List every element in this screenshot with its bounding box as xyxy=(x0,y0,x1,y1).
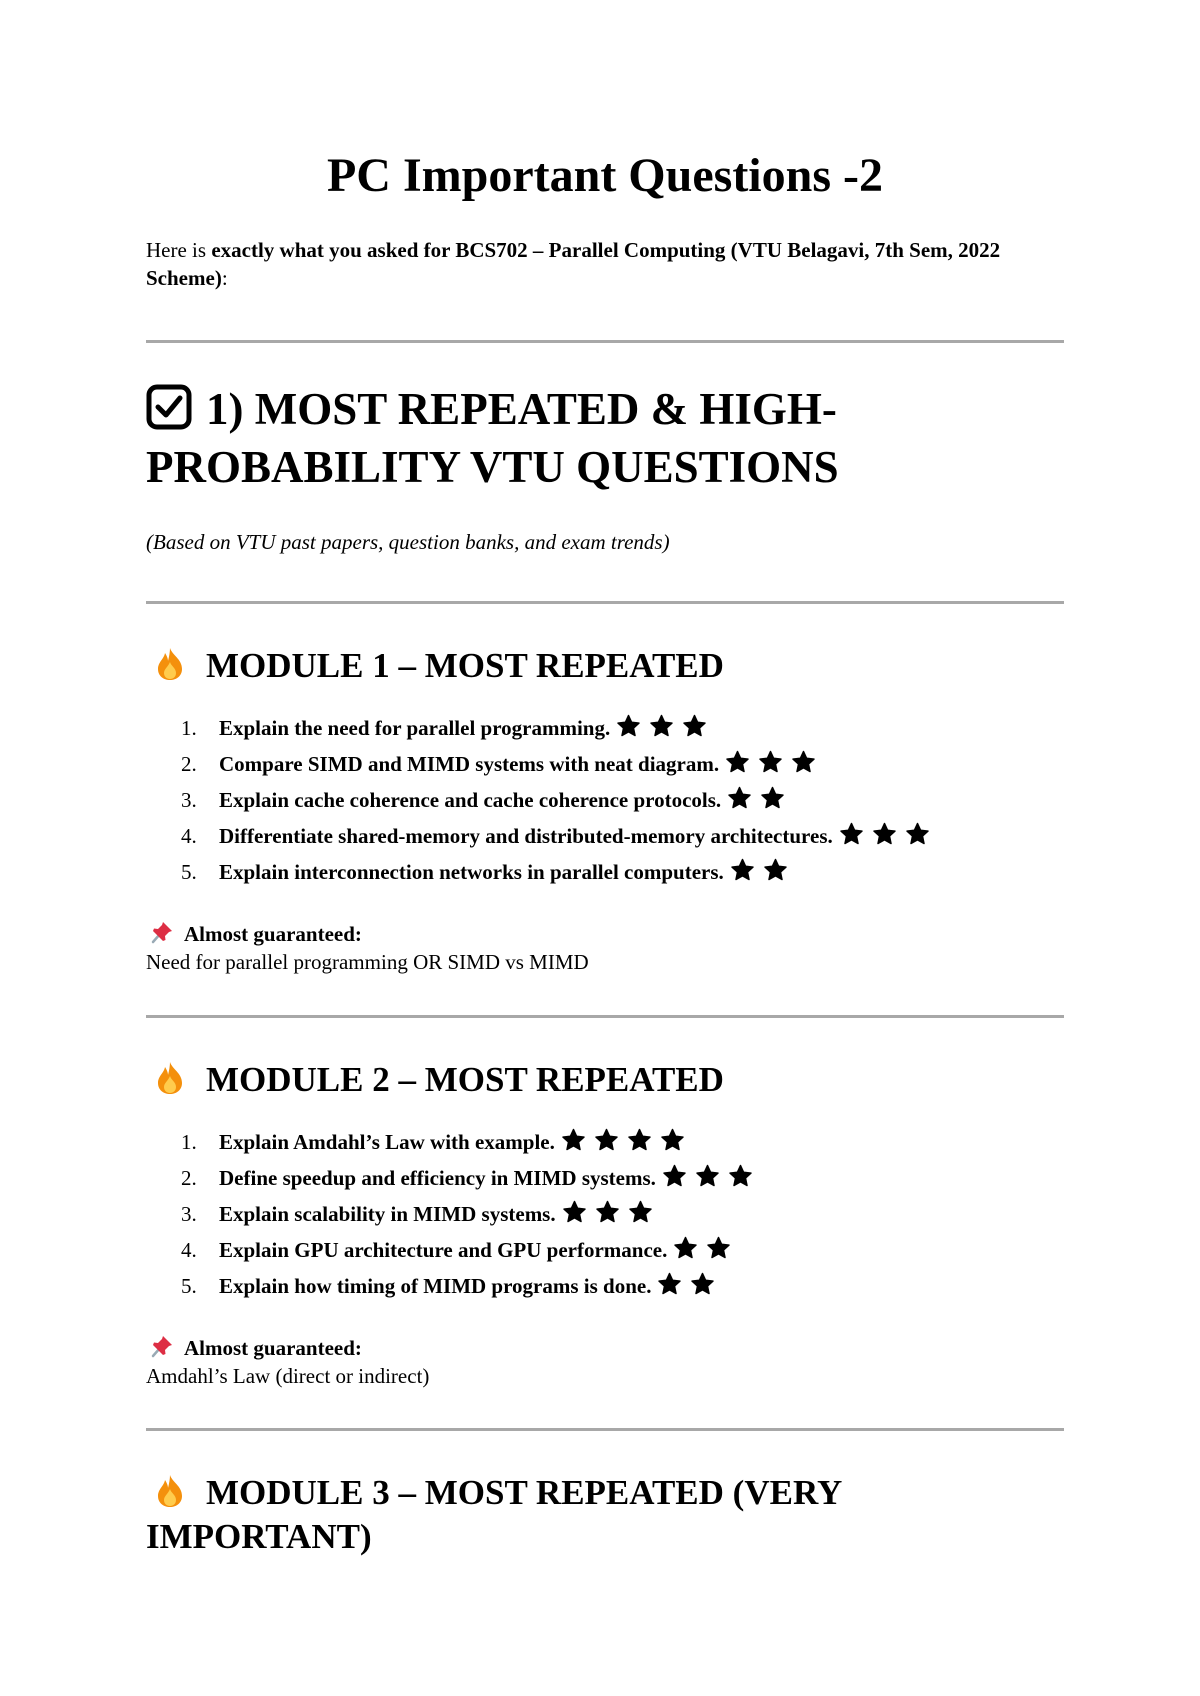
star-icon xyxy=(562,1200,587,1224)
question-item xyxy=(146,712,1064,748)
question-number: 4. xyxy=(181,1238,197,1262)
star-icon xyxy=(695,1164,720,1188)
divider xyxy=(146,1428,1064,1431)
question-text: Explain GPU architecture and GPU performance. xyxy=(219,1238,668,1262)
star-icon xyxy=(763,858,788,882)
star-rating xyxy=(730,858,796,892)
divider xyxy=(146,340,1064,343)
module-2 xyxy=(146,1058,1064,1390)
divider xyxy=(146,601,1064,604)
document-title: PC Important Questions -2 xyxy=(326,149,883,202)
question-item xyxy=(146,1126,1064,1162)
question-text: Explain the need for parallel programming. xyxy=(219,716,611,740)
fire-icon xyxy=(156,647,184,681)
star-icon xyxy=(595,1200,620,1224)
guaranteed-value: Need for parallel programming OR SIMD vs MIMD xyxy=(146,950,589,974)
star-icon xyxy=(728,1164,753,1188)
section-heading xyxy=(146,380,1064,496)
star-rating xyxy=(725,750,824,784)
star-icon xyxy=(673,1236,698,1260)
star-icon xyxy=(760,786,785,810)
question-number: 1. xyxy=(181,1130,197,1154)
question-list xyxy=(146,1126,1064,1306)
star-icon xyxy=(730,858,755,882)
star-rating xyxy=(657,1272,723,1306)
intro-paragraph xyxy=(146,236,1064,292)
question-number: 3. xyxy=(181,788,197,812)
fire-icon xyxy=(156,1061,184,1095)
intro-course: exactly what you asked for BCS702 – Parallel Computing (VTU Belagavi, 7th Sem, 2022 Scheme) xyxy=(146,238,1001,290)
question-number: 2. xyxy=(181,1166,197,1190)
star-icon xyxy=(649,714,674,738)
star-icon xyxy=(690,1272,715,1296)
question-text: Explain scalability in MIMD systems. xyxy=(219,1202,556,1226)
intro-prefix: Here is xyxy=(146,238,212,262)
section-heading-text: 1) MOST REPEATED & HIGH-PROBABILITY VTU QUESTIONS xyxy=(146,384,839,492)
star-icon xyxy=(727,786,752,810)
intro-suffix: : xyxy=(221,266,228,290)
star-rating xyxy=(727,786,793,820)
star-rating xyxy=(839,822,938,856)
checkbox-icon xyxy=(146,384,192,430)
question-item xyxy=(146,1198,1064,1234)
star-icon xyxy=(706,1236,731,1260)
star-icon xyxy=(682,714,707,738)
module-title-text: MODULE 2 – MOST REPEATED xyxy=(206,1060,724,1099)
star-icon xyxy=(758,750,783,774)
star-rating xyxy=(562,1200,661,1234)
guaranteed-label: Almost guaranteed: xyxy=(184,922,362,946)
module-title-text: MODULE 3 – MOST REPEATED (VERY IMPORTANT) xyxy=(146,1473,841,1556)
question-item xyxy=(146,1270,1064,1306)
question-number: 2. xyxy=(181,752,197,776)
star-icon xyxy=(628,1200,653,1224)
star-rating xyxy=(616,714,715,748)
star-icon xyxy=(594,1128,619,1152)
question-text: Explain cache coherence and cache coherence protocols. xyxy=(219,788,722,812)
guaranteed-note xyxy=(146,920,1064,976)
question-text: Explain Amdahl’s Law with example. xyxy=(219,1130,555,1154)
section-subnote: (Based on VTU past papers, question banks, and exam trends) xyxy=(146,530,670,554)
star-icon xyxy=(561,1128,586,1152)
module-title xyxy=(146,644,1064,688)
question-item xyxy=(146,748,1064,784)
module-title-text: MODULE 1 – MOST REPEATED xyxy=(206,646,724,685)
question-text: Explain how timing of MIMD programs is done. xyxy=(219,1274,652,1298)
star-icon xyxy=(872,822,897,846)
star-icon xyxy=(662,1164,687,1188)
question-item xyxy=(146,784,1064,820)
question-text: Define speedup and efficiency in MIMD systems. xyxy=(219,1166,656,1190)
star-icon xyxy=(839,822,864,846)
question-item xyxy=(146,1234,1064,1270)
question-number: 5. xyxy=(181,860,197,884)
question-number: 5. xyxy=(181,1274,197,1298)
divider xyxy=(146,1015,1064,1018)
module-title xyxy=(146,1058,1064,1102)
pushpin-icon xyxy=(150,1334,174,1358)
guaranteed-value: Amdahl’s Law (direct or indirect) xyxy=(146,1364,430,1388)
question-number: 1. xyxy=(181,716,197,740)
question-number: 4. xyxy=(181,824,197,848)
question-number: 3. xyxy=(181,1202,197,1226)
module-3 xyxy=(146,1471,1064,1559)
star-icon xyxy=(660,1128,685,1152)
question-item xyxy=(146,820,1064,856)
star-icon xyxy=(616,714,641,738)
module-title xyxy=(146,1471,1064,1559)
fire-icon xyxy=(156,1474,184,1508)
question-text: Compare SIMD and MIMD systems with neat diagram. xyxy=(219,752,720,776)
question-text: Differentiate shared-memory and distributed-memory architectures. xyxy=(219,824,833,848)
star-rating xyxy=(673,1236,739,1270)
question-text: Explain interconnection networks in parallel computers. xyxy=(219,860,724,884)
question-item xyxy=(146,856,1064,892)
star-rating xyxy=(662,1164,761,1198)
star-icon xyxy=(791,750,816,774)
star-icon xyxy=(905,822,930,846)
question-item xyxy=(146,1162,1064,1198)
star-icon xyxy=(657,1272,682,1296)
star-rating xyxy=(561,1128,693,1162)
pushpin-icon xyxy=(150,920,174,944)
module-1 xyxy=(146,644,1064,976)
guaranteed-label: Almost guaranteed: xyxy=(184,1336,362,1360)
guaranteed-note xyxy=(146,1334,1064,1390)
star-icon xyxy=(725,750,750,774)
star-icon xyxy=(627,1128,652,1152)
question-list xyxy=(146,712,1064,892)
